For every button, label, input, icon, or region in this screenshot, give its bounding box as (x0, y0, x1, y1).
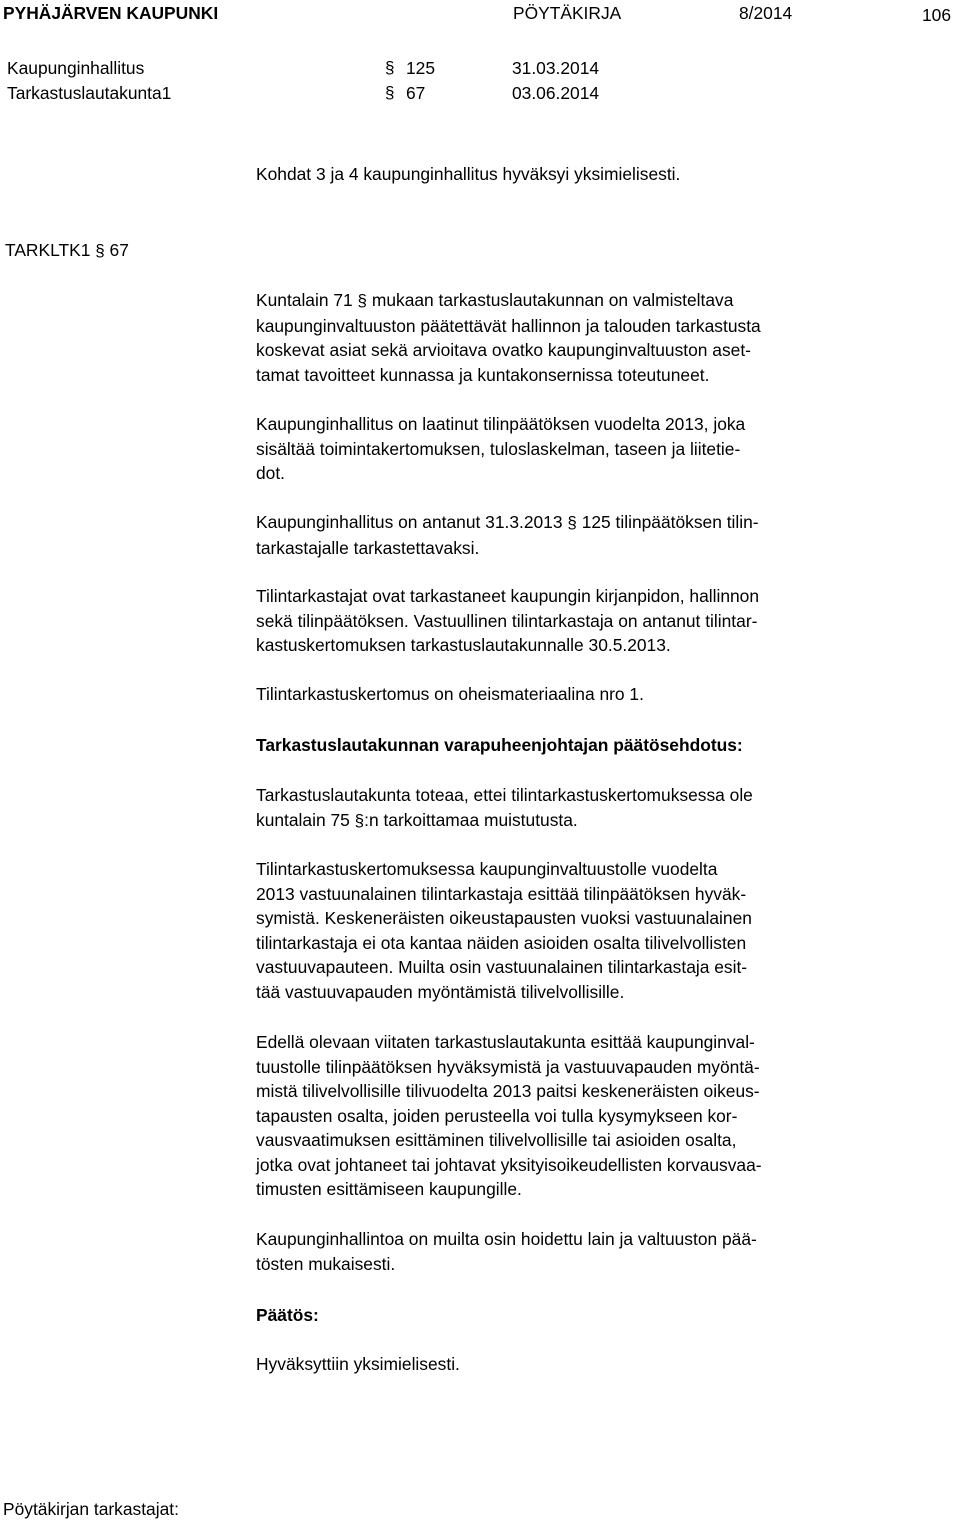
text-line: dot. (256, 463, 286, 483)
text-line: tamat tavoitteet kunnassa ja kuntakonsernissa toteutuneet. (256, 364, 710, 385)
reference-body: Kaupunginhallitus (7, 58, 145, 78)
document-type: PÖYTÄKIRJA (513, 3, 622, 23)
text-line: jotka ovat johtaneet tai johtavat yksityisoikeudellisten korvausvaa- (256, 1154, 762, 1175)
reference-date: 31.03.2014 (512, 58, 600, 78)
paragraph (256, 1030, 906, 1202)
inspectors-label: Pöytäkirjan tarkastajat: (3, 1499, 179, 1519)
reference-number: 67 (406, 83, 426, 103)
paragraph (256, 510, 906, 560)
text-line: Tilintarkastuskertomus on oheismateriaalina nro 1. (256, 684, 644, 704)
paragraph (256, 1227, 906, 1276)
document-number: 8/2014 (739, 3, 793, 23)
text-fragment: 125 tilinpäätöksen tilin- (581, 512, 759, 532)
section-symbol: § (95, 241, 105, 260)
text-line: sekä tilinpäätöksen. Vastuullinen tilintarkastaja on antanut tilintar- (256, 610, 758, 631)
text-line: tösten mukaisesti. (256, 1253, 396, 1274)
text-line: Kaupunginhallintoa on muilta osin hoidettu lain ja valtuuston pää- (256, 1229, 757, 1249)
section-symbol: § (357, 291, 368, 310)
text-line: timusten esittämiseen kaupungille. (256, 1179, 522, 1199)
item-reference (5, 238, 129, 264)
text-line: Tarkastuslautakunta toteaa, ettei tilintarkastuskertomuksessa ole (256, 785, 753, 805)
reference-date: 03.06.2014 (512, 83, 600, 103)
paragraph (256, 288, 906, 387)
text-line: Kaupunginhallitus on laatinut tilinpäätöksen vuodelta 2013, joka (256, 414, 746, 434)
text-line: kastuskertomuksen tarkastuslautakunnalle 30.5.2013. (256, 635, 671, 655)
paragraph (256, 412, 906, 486)
item-number: 67 (109, 240, 129, 260)
text-line: Edellä olevaan viitaten tarkastuslautakunta esittää kaupunginval- (256, 1032, 755, 1052)
paragraph (256, 857, 906, 1004)
text-line: sisältää toimintakertomuksen, tuloslaskelman, taseen ja liitetie- (256, 438, 741, 459)
text-fragment: kuntalain 75 (256, 809, 350, 830)
text-line: tää vastuuvapauden myöntämistä tilivelvollisille. (256, 981, 625, 1002)
decision-heading: Päätös: (256, 1305, 319, 1325)
text-line: tarkastajalle tarkastettavaksi. (256, 537, 480, 558)
text-fragment: :n tarkoittamaa muistutusta. (364, 809, 578, 830)
section-symbol: § (385, 83, 395, 102)
municipality-name: PYHÄJÄRVEN KAUPUNKI (3, 3, 219, 23)
proposal-heading: Tarkastuslautakunnan varapuheenjohtajan päätösehdotus: (256, 735, 743, 755)
text-line: Tilintarkastuskertomuksessa kaupunginvaltuustolle vuodelta (256, 859, 718, 879)
text-line: 2013 vastuunalainen tilintarkastaja esittää tilinpäätöksen hyväk- (256, 883, 747, 904)
item-label: TARKLTK1 (5, 240, 91, 260)
text-fragment: Kuntalain 71 (256, 290, 353, 310)
reference-body: Tarkastuslautakunta1 (7, 83, 172, 103)
text-line: vastuuvapauteen. Muilta osin vastuunalainen tilintarkastaja esit- (256, 957, 748, 977)
section-symbol: § (567, 513, 577, 532)
text-line: mistä tilivelvollisille tilivuodelta 2013 paitsi keskeneräisten oikeus- (256, 1081, 760, 1101)
text-line: tilintarkastaja ei ota kantaa näiden asioiden osalta tilivelvollisten (256, 932, 747, 953)
text-line: tuustolle tilinpäätöksen hyväksymistä ja vastuuvapauden myöntä- (256, 1056, 760, 1077)
section-symbol: § (354, 810, 365, 830)
page-number: 106 (922, 5, 952, 25)
text-line: symistä. Keskeneräisten oikeustapausten vuoksi vastuunalainen (256, 908, 752, 928)
paragraph (256, 783, 906, 833)
reference-number: 125 (406, 58, 436, 78)
text-fragment: Kaupunginhallitus on antanut 31.3.2013 (256, 512, 563, 532)
text-line: Tilintarkastajat ovat tarkastaneet kaupungin kirjanpidon, hallinnon (256, 586, 760, 606)
decision-text: Hyväksyttiin yksimielisesti. (256, 1354, 460, 1374)
text-line: vausvaatimuksen esittäminen tilivelvollisille tai asioiden osalta, (256, 1130, 737, 1150)
section-symbol: § (385, 58, 395, 77)
text-fragment: mukaan tarkastuslautakunnan on valmisteltava (371, 290, 734, 310)
intro-line: Kohdat 3 ja 4 kaupunginhallitus hyväksyi yksimielisesti. (256, 164, 681, 184)
text-line: kaupunginvaltuuston päätettävät hallinnon ja talouden tarkastusta (256, 315, 761, 336)
paragraph (256, 682, 906, 707)
text-line: tapausten osalta, joiden perusteella voi tulla kysymykseen kor- (256, 1105, 738, 1126)
text-line: koskevat asiat sekä arvioitava ovatko kaupunginvaltuuston aset- (256, 340, 751, 360)
paragraph (256, 584, 906, 658)
